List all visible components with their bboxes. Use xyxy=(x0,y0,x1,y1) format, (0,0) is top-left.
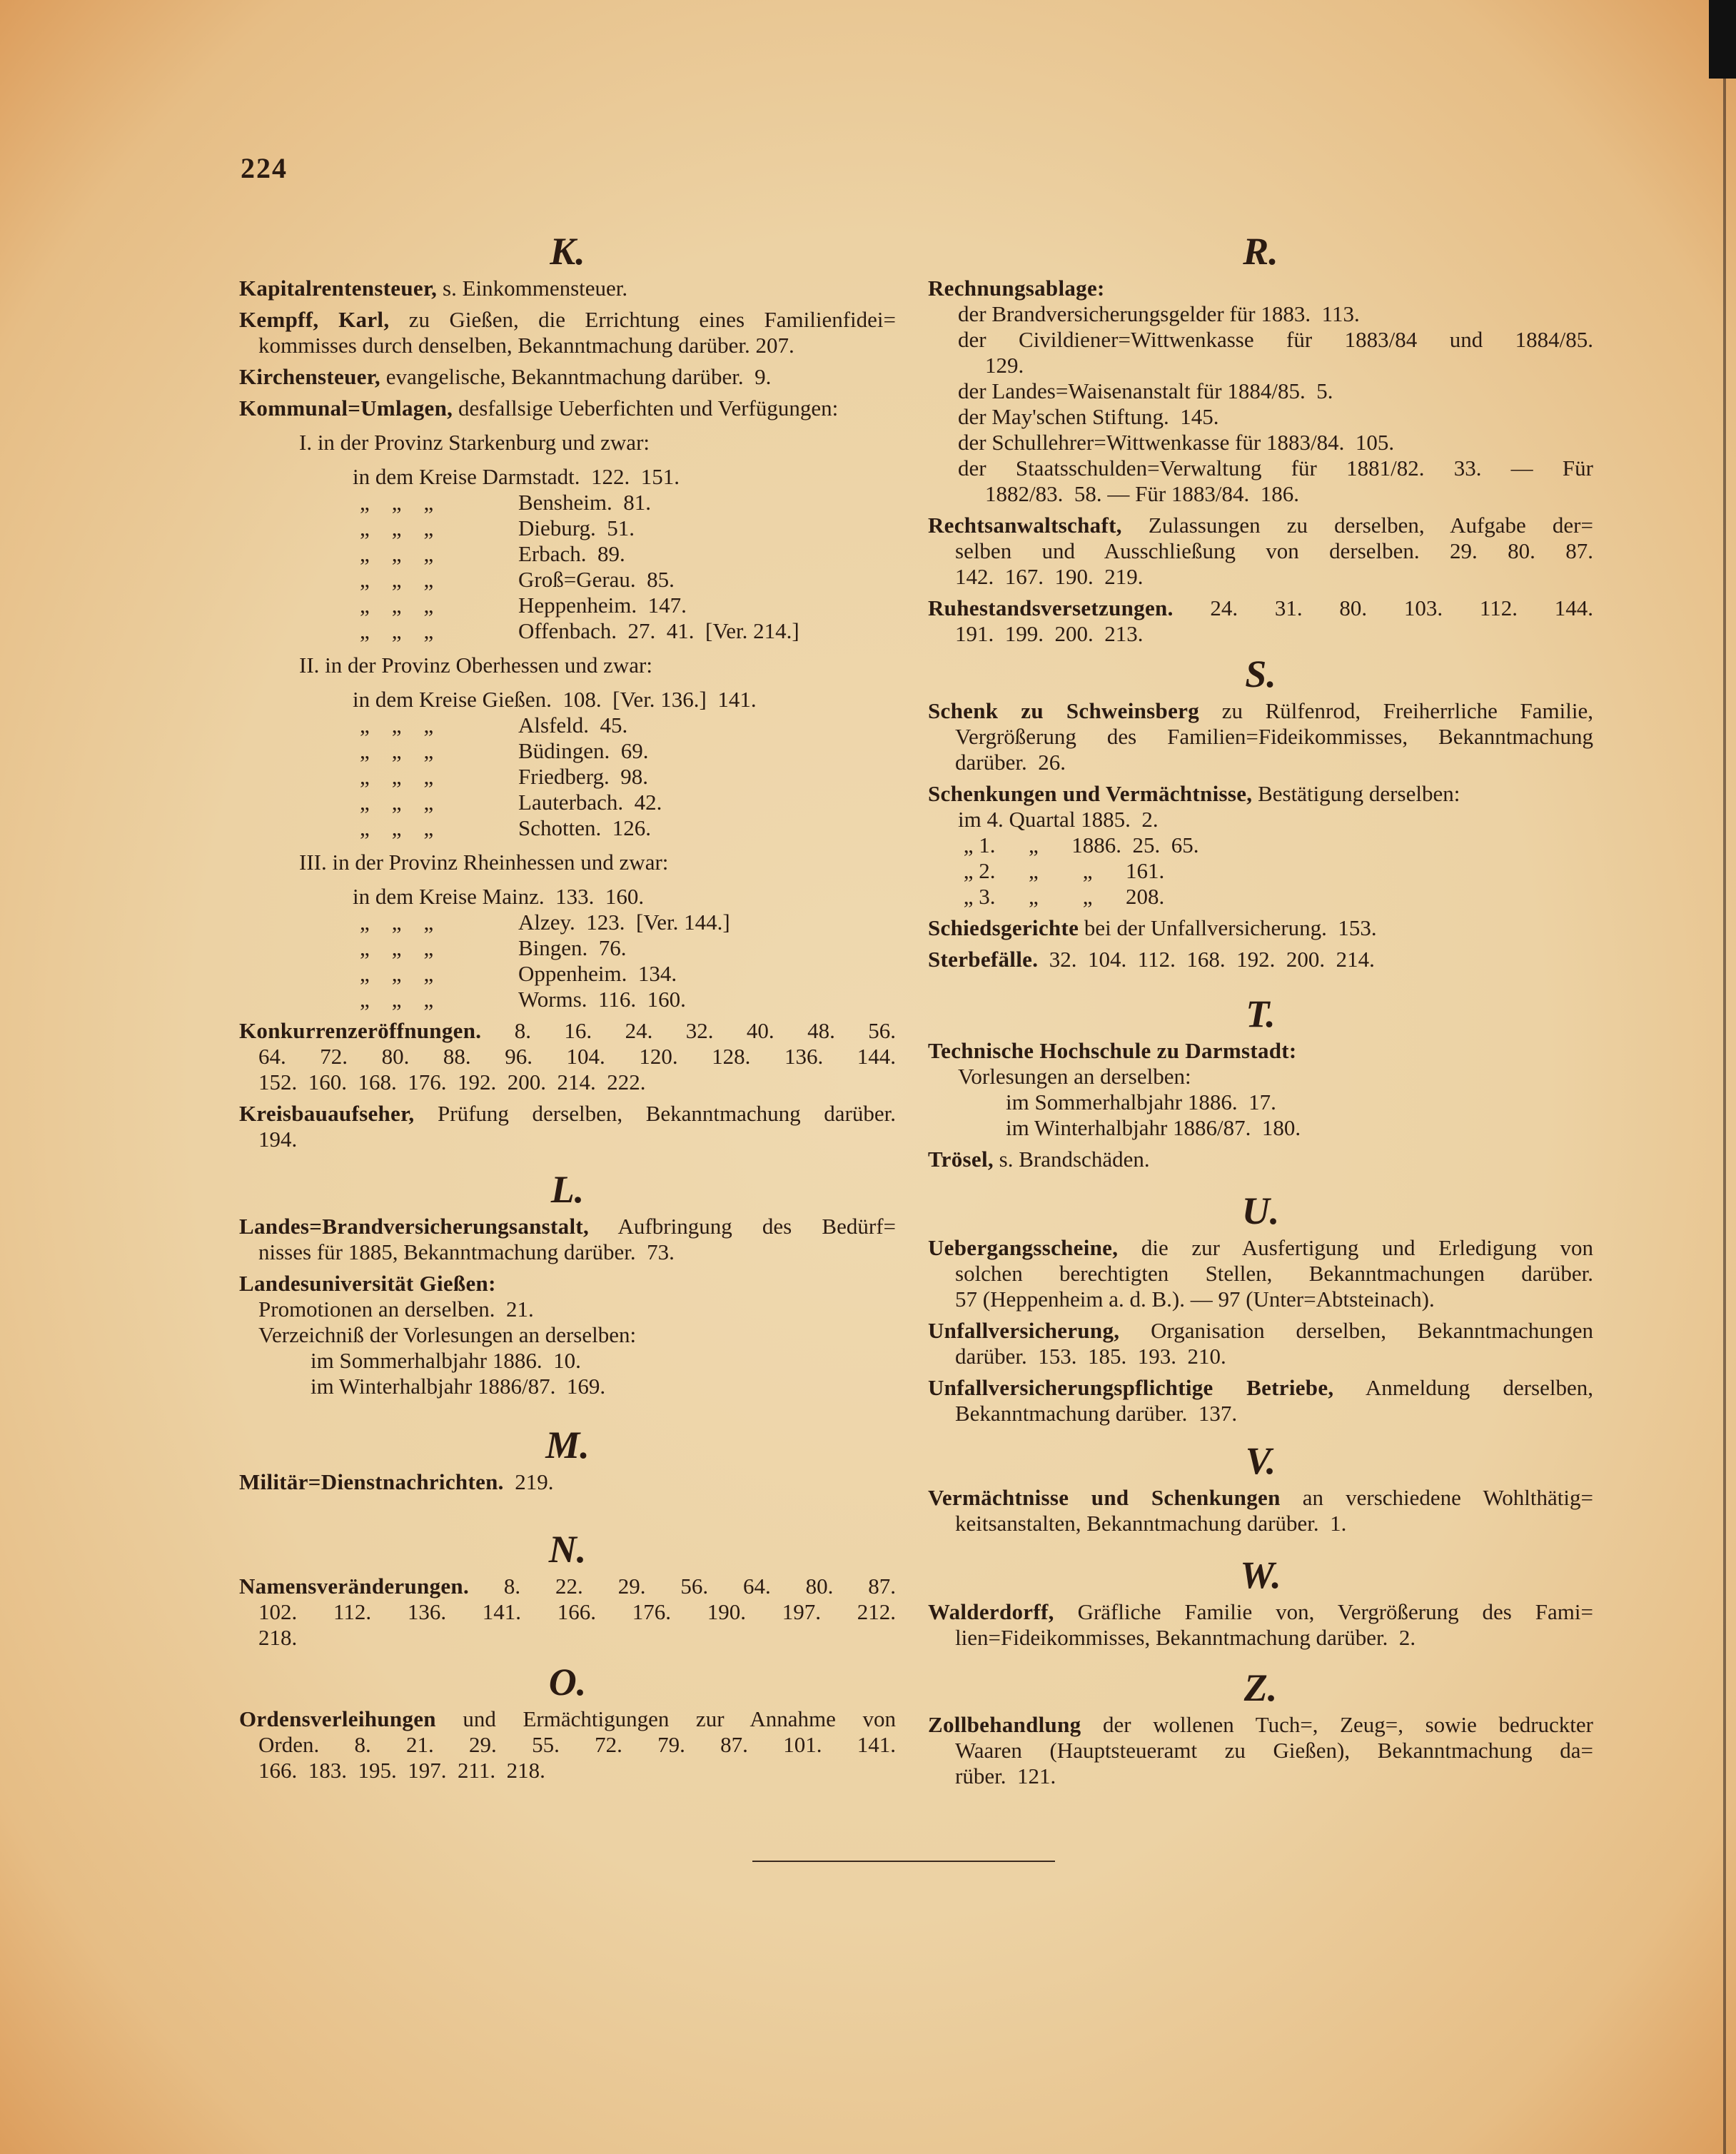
entry-text: 8. 16. 24. 32. 40. 48. 56. xyxy=(481,1018,896,1043)
entry-line: darüber. 26. xyxy=(955,750,1066,775)
sub-entry xyxy=(239,961,896,987)
sub-entry-line: der Civildiener=Wittwenkasse für 1883/84 und 1884/85. xyxy=(958,327,1593,352)
entry-line xyxy=(239,396,896,421)
entry-term: Unfallversicherungspflichtige Betriebe, xyxy=(928,1375,1334,1400)
entry-text: und Ermächtigungen zur Annahme von xyxy=(435,1706,896,1731)
entry-term: Landes=Brandversicherungsanstalt, xyxy=(239,1214,590,1239)
sub-entry xyxy=(239,618,896,644)
ditto-marks: „ „ „ xyxy=(360,515,434,540)
entry-line xyxy=(928,1485,1593,1511)
sub-entry-line: Vorlesungen an derselben: xyxy=(958,1064,1191,1089)
sub-entry-line: in dem Kreise Mainz. 133. 160. xyxy=(353,884,645,909)
scan-edge-shadow xyxy=(1709,0,1736,79)
sub-entry xyxy=(239,850,896,875)
sub-entry-text: Bensheim. 81. xyxy=(518,490,651,515)
entry-line xyxy=(928,595,1593,621)
entry-line xyxy=(928,1599,1593,1625)
entry-line xyxy=(239,1101,896,1127)
entry-text: Organisation derselben, Bekanntmachungen xyxy=(1119,1318,1593,1343)
sub-entry xyxy=(239,541,896,567)
sub-entry-line xyxy=(239,713,896,738)
entry-line xyxy=(239,307,896,333)
sub-entry-text: Oppenheim. 134. xyxy=(518,961,677,986)
entry-term: Ruhestandsversetzungen. xyxy=(928,595,1174,620)
sub-entry xyxy=(239,653,896,678)
entry-term: Rechtsanwaltschaft, xyxy=(928,513,1122,538)
ditto-marks: „ „ „ xyxy=(360,987,434,1012)
entry-line xyxy=(239,1271,896,1297)
section-letter-heading: O. xyxy=(548,1661,587,1703)
ditto-marks: „ „ „ xyxy=(360,738,434,763)
sub-entry-text: Worms. 116. 160. xyxy=(518,987,686,1012)
entry-line: 57 (Heppenheim a. d. B.). — 97 (Unter=Abtsteinach). xyxy=(955,1287,1435,1312)
sub-entry-line xyxy=(239,910,896,935)
sub-entry xyxy=(928,430,1593,456)
sub-entry-line xyxy=(239,593,896,618)
entry-line: Bekanntmachung darüber. 137. xyxy=(955,1401,1238,1426)
sub-entry xyxy=(239,464,896,490)
entry-line xyxy=(928,1375,1593,1401)
sub-entry xyxy=(239,1322,896,1348)
entry-term: Rechnungsablage: xyxy=(928,276,1105,301)
sub-entry-line xyxy=(239,515,896,541)
ditto-marks: „ „ „ xyxy=(360,490,434,515)
entry-line: nisses für 1885, Bekanntmachung darüber. 73. xyxy=(258,1239,675,1264)
sub-entry-line: I. in der Provinz Starkenburg und zwar: xyxy=(299,430,650,455)
sub-entry-line: im Winterhalbjahr 1886/87. 169. xyxy=(311,1374,606,1399)
entry-text: zu Gießen, die Errichtung eines Familienfidei= xyxy=(389,307,897,332)
entry-term: Uebergangsscheine, xyxy=(928,1235,1119,1260)
entry-text: s. Einkommensteuer. xyxy=(437,276,628,301)
entry-line: solchen berechtigten Stellen, Bekanntmachungen darüber. xyxy=(955,1261,1593,1286)
index-entry xyxy=(928,1318,1593,1369)
sub-entry-line xyxy=(239,764,896,790)
entry-line xyxy=(928,276,1593,301)
entry-text: an verschiedene Wohlthätig= xyxy=(1280,1485,1593,1510)
sub-entry-line: „ 1. „ 1886. 25. 65. xyxy=(958,832,1199,857)
sub-entry-line: „ 2. „ „ 161. xyxy=(958,858,1165,883)
index-entry xyxy=(239,276,896,301)
index-entry xyxy=(928,276,1593,507)
entry-text: Anmeldung derselben, xyxy=(1333,1375,1593,1400)
sub-entry-line: 1882/83. 58. — Für 1883/84. 186. xyxy=(985,481,1300,506)
sub-entry-line: der Landes=Waisenanstalt für 1884/85. 5. xyxy=(958,378,1333,403)
sub-entry xyxy=(239,713,896,738)
sub-entry-text: Büdingen. 69. xyxy=(518,738,649,763)
index-section xyxy=(928,992,1593,1172)
index-section xyxy=(239,1168,896,1399)
end-rule xyxy=(752,1861,1055,1862)
section-letter-heading: L. xyxy=(550,1168,585,1211)
index-section xyxy=(928,1189,1593,1426)
entry-text: 32. 104. 112. 168. 192. 200. 214. xyxy=(1038,947,1375,972)
entry-term: Kreisbauaufseher, xyxy=(239,1101,415,1126)
entry-line xyxy=(928,1147,1593,1172)
entry-line xyxy=(928,1712,1593,1738)
sub-entry-text: Groß=Gerau. 85. xyxy=(518,567,675,592)
sub-entry xyxy=(239,1348,896,1374)
entry-line: keitsanstalten, Bekanntmachung darüber. 1. xyxy=(955,1511,1347,1536)
ditto-marks: „ „ „ xyxy=(360,618,434,643)
entry-line: Waaren (Hauptsteueramt zu Gießen), Bekanntmachung da= xyxy=(955,1738,1593,1763)
sub-entry xyxy=(239,1297,896,1322)
entry-line xyxy=(928,915,1593,941)
index-entry xyxy=(928,781,1593,910)
entry-line: rüber. 121. xyxy=(955,1763,1056,1788)
index-section xyxy=(239,1528,896,1651)
entry-text: desfallsige Ueberfichten und Verfügungen: xyxy=(453,396,839,421)
sub-entry xyxy=(239,987,896,1012)
entry-term: Konkurrenzeröffnungen. xyxy=(239,1018,482,1043)
ditto-marks: „ „ „ xyxy=(360,567,434,592)
ditto-marks: „ „ „ xyxy=(360,541,434,566)
index-entry xyxy=(239,1101,896,1152)
sub-entry xyxy=(239,764,896,790)
sub-entry-line: der Staatsschulden=Verwaltung für 1881/82. 33. — Für xyxy=(958,456,1593,480)
entry-line: 64. 72. 80. 88. 96. 104. 120. 128. 136. 144. xyxy=(258,1044,896,1069)
entry-term: Zollbehandlung xyxy=(928,1712,1081,1737)
sub-entry-line: der Schullehrer=Wittwenkasse für 1883/84. 105. xyxy=(958,430,1395,455)
page-number: 224 xyxy=(241,152,288,184)
index-entry xyxy=(239,1469,896,1495)
sub-entry xyxy=(928,1115,1593,1141)
sub-entry-text: Erbach. 89. xyxy=(518,541,625,566)
sub-entry-line: im 4. Quartal 1885. 2. xyxy=(958,807,1159,832)
sub-entry-line: Promotionen an derselben. 21. xyxy=(258,1297,534,1322)
entry-line: 194. xyxy=(258,1127,298,1152)
ditto-marks: „ „ „ xyxy=(360,713,434,738)
sub-entry-line: im Sommerhalbjahr 1886. 10. xyxy=(311,1348,581,1373)
index-section xyxy=(239,1661,896,1783)
sub-entry-line xyxy=(239,815,896,841)
entry-line: 166. 183. 195. 197. 211. 218. xyxy=(258,1758,545,1783)
sub-entry-line: II. in der Provinz Oberhessen und zwar: xyxy=(299,653,652,678)
sub-entry-text: Friedberg. 98. xyxy=(518,764,648,789)
ditto-marks: „ „ „ xyxy=(360,935,434,960)
index-entry xyxy=(928,1235,1593,1312)
entry-term: Unfallversicherung, xyxy=(928,1318,1120,1343)
entry-line: selben und Ausschließung von derselben. 29. 80. 87. xyxy=(955,538,1593,563)
entry-line xyxy=(928,698,1593,724)
section-letter-heading: Z. xyxy=(1243,1666,1278,1709)
sub-entry xyxy=(928,301,1593,327)
sub-entry-line xyxy=(239,490,896,515)
sub-entry-line: der May'schen Stiftung. 145. xyxy=(958,404,1219,429)
sub-entry-text: Lauterbach. 42. xyxy=(518,790,662,815)
section-letter-heading: M. xyxy=(545,1424,590,1466)
entry-line: 218. xyxy=(258,1625,298,1650)
entry-line xyxy=(239,1214,896,1239)
index-entry xyxy=(928,1375,1593,1426)
sub-entry xyxy=(239,935,896,961)
entry-line: 191. 199. 200. 213. xyxy=(955,621,1144,646)
entry-line xyxy=(928,513,1593,538)
entry-text: der wollenen Tuch=, Zeug=, sowie bedruckter xyxy=(1081,1712,1593,1737)
entry-line: darüber. 153. 185. 193. 210. xyxy=(955,1344,1226,1369)
sub-entry-line xyxy=(239,961,896,987)
sub-entry xyxy=(239,815,896,841)
entry-line xyxy=(928,1235,1593,1261)
entry-line xyxy=(239,1469,896,1495)
sub-entry-text: Alzey. 123. [Ver. 144.] xyxy=(518,910,730,935)
sub-entry-line: in dem Kreise Darmstadt. 122. 151. xyxy=(353,464,680,489)
sub-entry xyxy=(239,884,896,910)
sub-entry xyxy=(239,515,896,541)
sub-entry-text: Alsfeld. 45. xyxy=(518,713,628,738)
entry-text: 24. 31. 80. 103. 112. 144. xyxy=(1173,595,1593,620)
entry-line: lien=Fideikommisses, Bekanntmachung darüber. 2. xyxy=(955,1625,1416,1650)
entry-term: Kommunal=Umlagen, xyxy=(239,396,453,421)
sub-entry-text: Schotten. 126. xyxy=(518,815,651,840)
entry-text: Prüfung derselben, Bekanntmachung darüber. xyxy=(414,1101,896,1126)
sub-entry-text: Heppenheim. 147. xyxy=(518,593,687,618)
index-entry xyxy=(928,513,1593,590)
sub-entry-line: im Winterhalbjahr 1886/87. 180. xyxy=(1006,1115,1301,1140)
sub-entry xyxy=(239,738,896,764)
index-entry xyxy=(239,1706,896,1783)
sub-entry-line xyxy=(239,567,896,593)
sub-entry xyxy=(928,807,1593,832)
entry-line xyxy=(928,1038,1593,1064)
index-entry xyxy=(239,1271,896,1399)
entry-term: Walderdorff, xyxy=(928,1599,1054,1624)
ditto-marks: „ „ „ xyxy=(360,790,434,815)
index-entry xyxy=(928,1038,1593,1141)
sub-entry xyxy=(239,790,896,815)
index-section xyxy=(928,1666,1593,1789)
index-section xyxy=(928,230,1593,647)
sub-entry-line: Verzeichniß der Vorlesungen an derselben: xyxy=(258,1322,637,1347)
index-entry xyxy=(928,1147,1593,1172)
index-entry xyxy=(928,698,1593,775)
index-entry xyxy=(239,1574,896,1651)
sub-entry-line: 129. xyxy=(985,353,1024,378)
sub-entry xyxy=(928,1064,1593,1089)
sub-entry xyxy=(928,327,1593,378)
section-letter-heading: T. xyxy=(1246,992,1276,1035)
entry-term: Schenkungen und Vermächtnisse, xyxy=(928,781,1253,806)
ditto-marks: „ „ „ xyxy=(360,910,434,935)
entry-text: 219. xyxy=(503,1469,554,1494)
entry-term: Kapitalrentensteuer, xyxy=(239,276,438,301)
sub-entry-line xyxy=(239,618,896,644)
entry-term: Schiedsgerichte xyxy=(928,915,1079,940)
entry-text: Bestätigung derselben: xyxy=(1252,781,1460,806)
ditto-marks: „ „ „ xyxy=(360,961,434,986)
entry-text: s. Brandschäden. xyxy=(993,1147,1150,1172)
sub-entry xyxy=(239,430,896,456)
section-letter-heading: S. xyxy=(1245,653,1276,695)
index-entry xyxy=(239,1018,896,1095)
sub-entry xyxy=(928,404,1593,430)
index-section xyxy=(239,1426,896,1495)
section-letter-heading: K. xyxy=(550,230,585,273)
entry-term: Trösel, xyxy=(928,1147,994,1172)
sub-entry-line xyxy=(239,987,896,1012)
left-column xyxy=(239,0,896,2154)
index-entry xyxy=(928,1485,1593,1536)
index-entry xyxy=(928,1599,1593,1651)
entry-text: zu Rülfenrod, Freiherrliche Familie, xyxy=(1199,698,1593,723)
entry-line xyxy=(928,947,1593,972)
sub-entry-text: Bingen. 76. xyxy=(518,935,627,960)
index-entry xyxy=(928,595,1593,647)
entry-text: evangelische, Bekanntmachung darüber. 9. xyxy=(380,364,772,389)
entry-line xyxy=(239,1706,896,1732)
entry-line: 102. 112. 136. 141. 166. 176. 190. 197. 212. xyxy=(258,1599,896,1624)
index-section xyxy=(928,1439,1593,1536)
entry-text: bei der Unfallversicherung. 153. xyxy=(1079,915,1377,940)
entry-text: 8. 22. 29. 56. 64. 80. 87. xyxy=(469,1574,896,1599)
sub-entry xyxy=(239,1374,896,1399)
entry-line xyxy=(239,1018,896,1044)
sub-entry xyxy=(239,490,896,515)
entry-line: 152. 160. 168. 176. 192. 200. 214. 222. xyxy=(258,1070,646,1094)
entry-line: 142. 167. 190. 219. xyxy=(955,564,1144,589)
ditto-marks: „ „ „ xyxy=(360,764,434,789)
sub-entry-line xyxy=(239,790,896,815)
index-section xyxy=(928,1556,1593,1651)
entry-line: Vergrößerung des Familien=Fideikommisses, Bekanntmachung xyxy=(955,724,1593,749)
index-entry xyxy=(239,307,896,358)
sub-entry-line: im Sommerhalbjahr 1886. 17. xyxy=(1006,1089,1276,1114)
section-letter-heading: R. xyxy=(1243,230,1278,273)
sub-entry-line: in dem Kreise Gießen. 108. [Ver. 136.] 141. xyxy=(353,687,757,712)
entry-line xyxy=(239,1574,896,1599)
sub-entry xyxy=(239,687,896,713)
entry-line: Orden. 8. 21. 29. 55. 72. 79. 87. 101. 141. xyxy=(258,1732,896,1757)
sub-entry xyxy=(928,378,1593,404)
entry-text: die zur Ausfertigung und Erledigung von xyxy=(1118,1235,1593,1260)
ditto-marks: „ „ „ xyxy=(360,815,434,840)
index-section xyxy=(928,655,1593,972)
index-entry xyxy=(928,947,1593,972)
entry-line: kommisses durch denselben, Bekanntmachung darüber. 207. xyxy=(258,333,794,358)
entry-term: Kempff, Karl, xyxy=(239,307,390,332)
sub-entry-line xyxy=(239,738,896,764)
index-entry xyxy=(239,1214,896,1265)
sub-entry xyxy=(239,567,896,593)
entry-term: Namensveränderungen. xyxy=(239,1574,470,1599)
sub-entry-text: Offenbach. 27. 41. [Ver. 214.] xyxy=(518,618,799,643)
entry-term: Militär=Dienstnachrichten. xyxy=(239,1469,504,1494)
entry-term: Ordensverleihungen xyxy=(239,1706,436,1731)
index-entry xyxy=(239,396,896,1012)
section-letter-heading: W. xyxy=(1240,1554,1281,1596)
entry-line xyxy=(928,1318,1593,1344)
sub-entry-text: Dieburg. 51. xyxy=(518,515,635,540)
entry-text: Aufbringung des Bedürf= xyxy=(589,1214,896,1239)
index-entry xyxy=(928,1712,1593,1789)
sub-entry xyxy=(928,456,1593,507)
entry-term: Landesuniversität Gießen: xyxy=(239,1271,496,1296)
entry-term: Schenk zu Schweinsberg xyxy=(928,698,1200,723)
index-entry xyxy=(928,915,1593,941)
section-letter-heading: V. xyxy=(1245,1439,1276,1482)
entry-text: Zulassungen zu derselben, Aufgabe der= xyxy=(1121,513,1593,538)
section-letter-heading: N. xyxy=(548,1528,587,1571)
sub-entry xyxy=(928,858,1593,884)
section-letter-heading: U. xyxy=(1241,1189,1280,1232)
ditto-marks: „ „ „ xyxy=(360,593,434,618)
right-column xyxy=(928,0,1593,2154)
entry-line xyxy=(928,781,1593,807)
entry-text: Gräfliche Familie von, Vergrößerung des Fami= xyxy=(1054,1599,1593,1624)
entry-term: Technische Hochschule zu Darmstadt: xyxy=(928,1038,1297,1063)
sub-entry xyxy=(928,884,1593,910)
entry-term: Kirchensteuer, xyxy=(239,364,380,389)
sub-entry-line xyxy=(239,541,896,567)
entry-term: Vermächtnisse und Schenkungen xyxy=(928,1485,1281,1510)
sub-entry-line: III. in der Provinz Rheinhessen und zwar: xyxy=(299,850,669,875)
sub-entry xyxy=(239,910,896,935)
entry-term: Sterbefälle. xyxy=(928,947,1039,972)
entry-line xyxy=(239,276,896,301)
index-section xyxy=(239,230,897,1152)
index-entry xyxy=(239,364,896,390)
scan-edge-line xyxy=(1723,79,1726,2154)
sub-entry-line xyxy=(239,935,896,961)
sub-entry xyxy=(928,1089,1593,1115)
sub-entry xyxy=(239,593,896,618)
sub-entry-line: „ 3. „ „ 208. xyxy=(958,884,1165,909)
sub-entry-line: der Brandversicherungsgelder für 1883. 113. xyxy=(958,301,1360,326)
sub-entry xyxy=(928,832,1593,858)
entry-line xyxy=(239,364,896,390)
